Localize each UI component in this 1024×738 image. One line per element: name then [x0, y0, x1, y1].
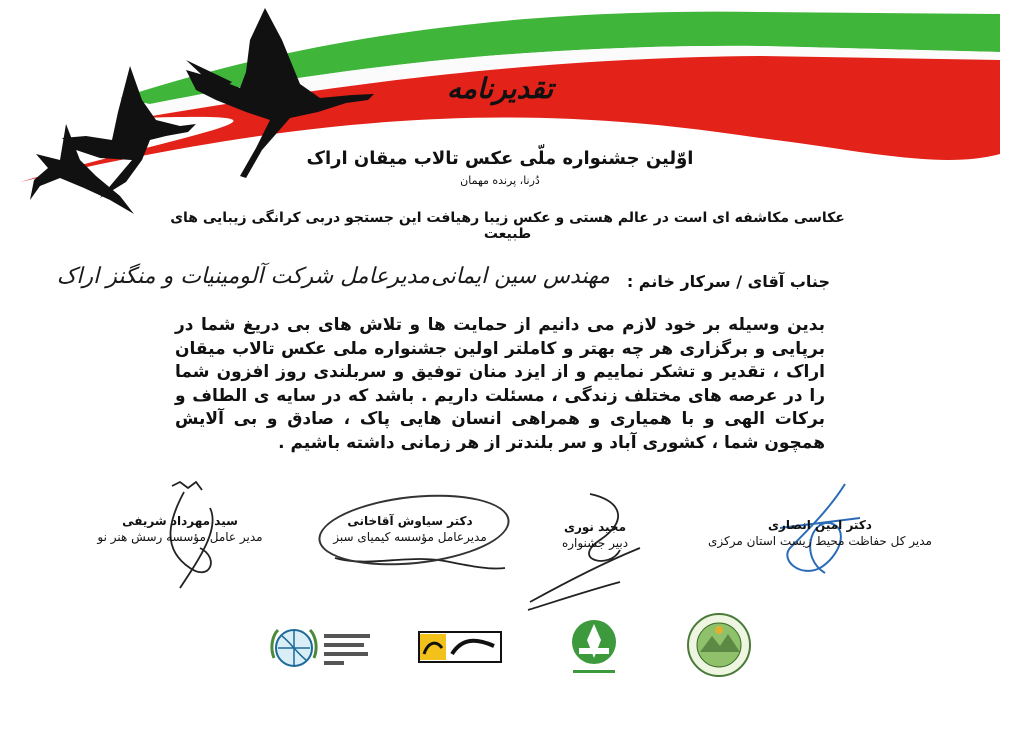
signatory-name: سید مهرداد شریفی: [122, 514, 238, 528]
signatory-title: دبیر جشنواره: [561, 536, 629, 550]
green-emblem-logo-icon: [565, 618, 623, 682]
certificate-title: تقدیرنامه: [446, 72, 554, 105]
signatory-nouri: [540, 519, 650, 551]
signatory-title: مدیرعامل مؤسسه کیمیای سبز: [333, 530, 487, 544]
signatory-ansari: [700, 517, 940, 549]
festival-subtitle: دُرنا، پرنده مهمان: [460, 174, 540, 187]
recipient-label: جناب آقای / سرکار خانم :: [626, 272, 830, 291]
signatory-name: دکتر سیاوش آقاخانی: [347, 514, 473, 528]
globe-laurel-ngo-logo-icon: [264, 624, 374, 674]
environment-protection-seal-icon: [686, 612, 752, 678]
signature-scribble-nouri: [520, 490, 650, 615]
signatory-name: دکتر امین انصاری: [768, 518, 872, 532]
recipient-position-handwritten: مدیرعامل شرکت آلومینیات و منگنز اراک: [56, 264, 430, 289]
signatory-name: مجید نوری: [563, 520, 627, 534]
festival-name: اوّلین جشنواره ملّی عکس تالاب میقان اراک: [306, 148, 694, 169]
signatory-title: مدیر کل حفاظت محیط زیست استان مرکزی: [708, 534, 932, 548]
rosesh-honar-no-logo-icon: [418, 624, 502, 668]
recipient-line: [56, 262, 830, 302]
signatory-aghakhani: [330, 513, 490, 545]
recipient-name-handwritten: مهندس سین ایمانی: [431, 264, 610, 289]
signatory-sharifi: [60, 513, 300, 545]
cranes-silhouette-icon: [0, 0, 400, 230]
festival-tagline: عکاسی مکاشفه ای است در عالم هستی و عکس زیبا رهیافت این جستجو دربی کرانگی زیبایی های طبیعت: [170, 210, 845, 242]
appreciation-body: بدین وسیله بر خود لازم می دانیم از حمایت ها و تلاش های بی دریغ شما در برپایی و برگزاری هر چه بهتر و کاملتر اولین جشنواره ملی عکس تالاب میقان اراک ، تقدیر و تشکر نماییم و از ایزد منان توفیق و سربلندی روز افزون شما را در عرصه های مختلف زندگی ، مسئلت داریم . باشد که در سایه ی الطاف و برکات الهی و با همیاری و همراهی انسان هایی پاک ، صادق و بی آلایش همچون شما ، کشوری آباد و سر بلندتر از هر زمانی داشته باشیم .: [175, 315, 825, 453]
signatory-title: مدیر عامل مؤسسه رسش هنر نو: [97, 530, 263, 544]
